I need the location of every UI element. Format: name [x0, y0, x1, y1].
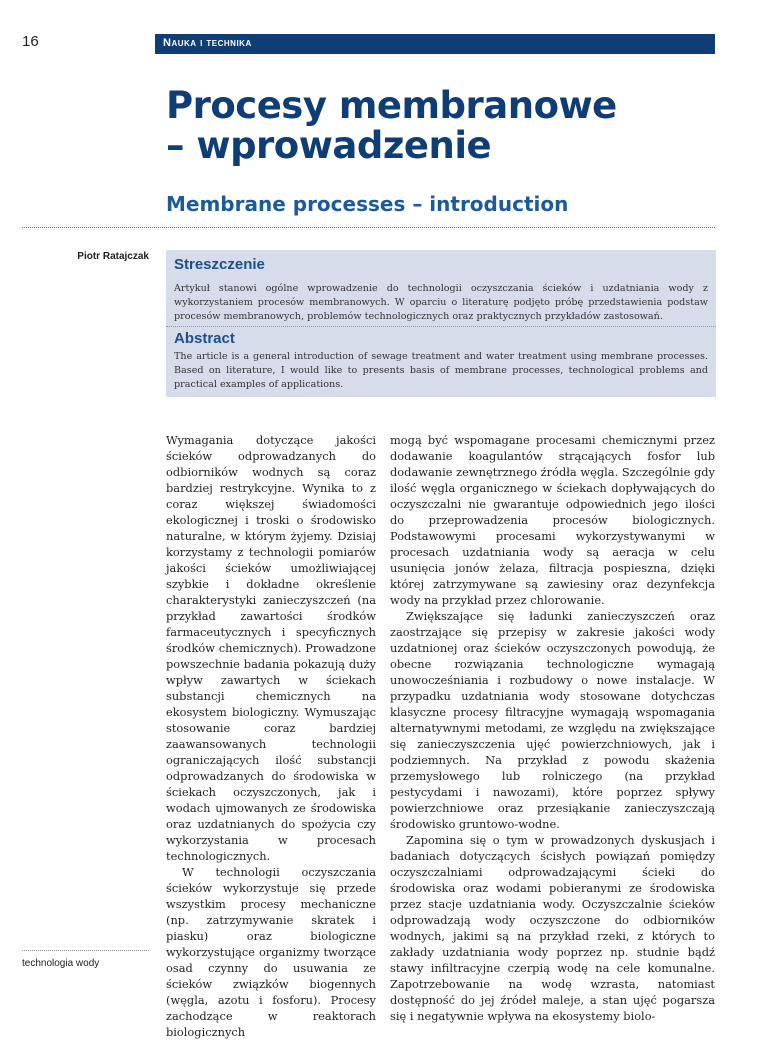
abstract-text: The article is a general introduction of sewage treatment and water treatment using membrane processes. Based on literature, I would like to presents basis of membrane processes, technological problems and practical examples of applications. — [174, 351, 708, 390]
body-paragraph: mogą być wspomagane procesami chemicznymi przez dodawanie koagulantów strącających fosfor lub dodawanie zewnętrznego źródła węgla. Szczególnie gdy ilość węgla organicznego w ściekach dopływających do oczyszczalni nie gwarantuje odpowiednich jego ilości do przeprowadzenia procesów biologicznych. Podstawowymi procesami wykorzystywanymi w procesach uzdatniania wody są aeracja w celu usunięcia jonów żelaza, filtracja pospieszna, dzięki której zatrzymywane są zawiesiny oraz dezynfekcja wody na przykład przez chlorowanie. — [390, 433, 715, 607]
abstract-divider — [166, 326, 716, 327]
body-paragraph: Zwiększające się ładunki zanieczyszczeń oraz zaostrzające się przepisy w zakresie jakości wody uzdatnionej oraz ścieków oczyszczonych powodują, że obecne rozwiązania technologiczne wymagają unowocześniania i rozbudowy o nowe instalacje. W przypadku uzdatniania wody stosowane dotychczas klasyczne procesy filtracyjne wymagają wspomagania alternatywnymi metodami, ze względu na zwiększające się zanieczyszczenia ujęć powierzchniowych, jak i podziemnych. Na przykład z powodu skażenia przemysłowego lub rolniczego (na przykład pestycydami i nawozami), które poprzez spływy powierzchniowe oraz przesiąkanie zanieczyszczają środowisko gruntowo-wodne. — [390, 609, 715, 831]
title-line-1: Procesy membranowe — [166, 84, 617, 127]
body-column-left — [166, 432, 376, 1040]
abstract-heading: Abstract — [174, 330, 235, 347]
footer-divider — [22, 950, 149, 951]
header-divider — [22, 227, 715, 228]
abstract-box — [166, 250, 716, 397]
author-name: Piotr Ratajczak — [77, 251, 149, 262]
title-line-2: – wprowadzenie — [166, 124, 492, 167]
page-number: 16 — [22, 33, 39, 50]
streszczenie-heading: Streszczenie — [174, 256, 265, 273]
section-header-bar — [155, 34, 715, 54]
article-title — [166, 86, 706, 166]
body-column-right — [390, 432, 715, 1024]
section-label: Nauka i technika — [163, 37, 252, 49]
body-paragraph: Wymagania dotyczące jakości ścieków odprowadzanych do odbiorników wodnych są coraz bardziej restrykcyjne. Wynika to z coraz większej świadomości ekologicznej i troski o środowisko naturalne, w którym żyjemy. Dzisiaj korzystamy z technologii pomiarów jakości ścieków umożliwiającej szybkie i dokładne określenie charakterystyki zanieczyszczeń (na przykład zawartości środków farmaceutycznych i specyficznych środków chemicznych). Prowadzone powszechnie badania pokazują duży wpływ zawartych w ściekach substancji chemicznych na ekosystem biologiczny. Wymuszając stosowanie coraz bardziej zaawansowanych technologii ograniczających ilość substancji odprowadzanych do środowiska w ściekach oczyszczonych, jak i wodach ujmowanych ze środowiska oraz uzdatnianych do spożycia czy wykorzystania w procesach technologicznych. — [166, 433, 376, 863]
streszczenie-text: Artykuł stanowi ogólne wprowadzenie do technologii oczyszczania ścieków i uzdatniania wody z wykorzystaniem procesów membranowych. W oparciu o literaturę podjęto próbę przedstawienia podstaw procesów membranowych, problemów technologicznych oraz praktycznych przykładów zastosowań. — [174, 283, 708, 322]
journal-name: technologia wody — [22, 958, 100, 969]
body-paragraph: W technologii oczyszczania ścieków wykorzystuje się przede wszystkim procesy mechaniczne (np. zatrzymywanie skratek i piasku) oraz biologiczne wykorzystujące organizmy tworzące osad czynny do usuwania ze ścieków związków biogennych (węgla, azotu i fosforu). Procesy zachodzące w reaktorach biologicznych — [166, 865, 376, 1039]
article-subtitle: Membrane processes – introduction — [166, 192, 569, 216]
body-paragraph: Zapomina się o tym w prowadzonych dyskusjach i badaniach dotyczących ścisłych powiązań pomiędzy oczyszczalniami odprowadzającymi ścieki do środowiska oraz wodami pobieranymi ze środowiska przez stacje uzdatniania wody. Oczyszczalnie ścieków odprowadzają wody oczyszczone do odbiorników wodnych, jakimi są na przykład rzeki, z których to zakłady uzdatniania wody poprzez np. studnie bądź stawy infiltracyjne czerpią wodę na cele komunalne. Zapotrzebowanie na wodę wzrasta, natomiast dostępność do jej źródeł maleje, a stan ujęć pogarsza się i negatywnie wpływa na ekosystemy biolo- — [390, 833, 715, 1023]
